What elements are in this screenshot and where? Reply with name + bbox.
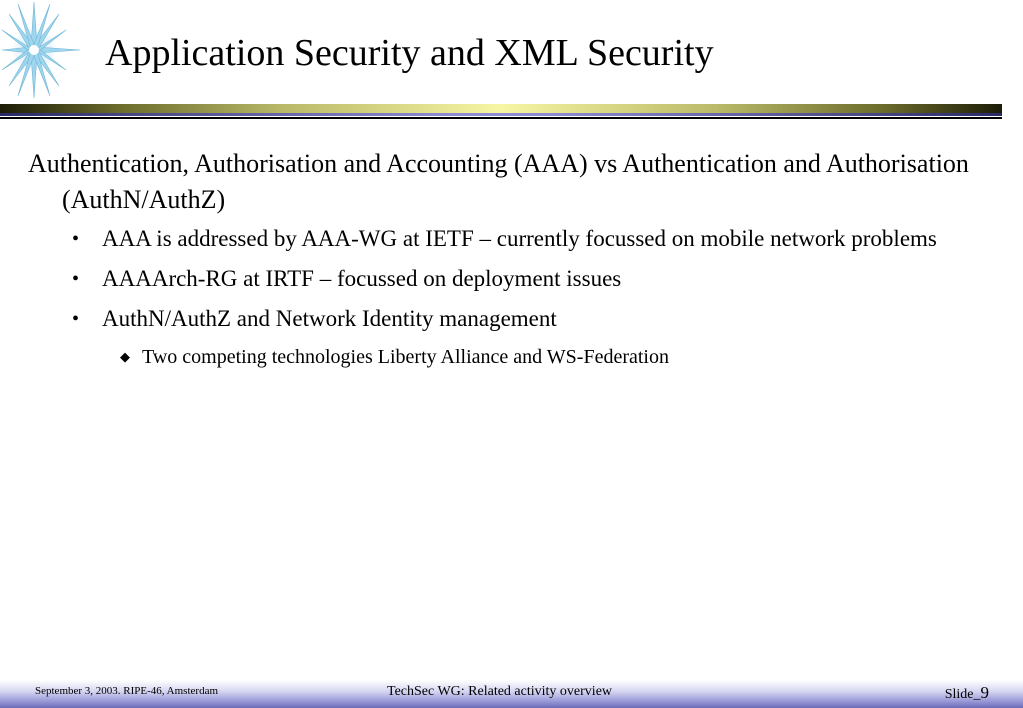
sub-bullet-item [28,343,1000,371]
slide-body [28,146,1000,371]
title-underline-bar [0,104,1002,113]
slide-number [945,683,989,703]
bullet-dot-icon: • [72,228,80,250]
slide-title: Application Security and XML Security [105,32,714,74]
bullet-dot-icon: • [72,268,80,290]
bullet-item [28,263,1000,295]
footer-date-venue: September 3, 2003. RIPE-46, Amsterdam [35,685,219,697]
bullet-item [28,303,1000,335]
slide-number-value: 9 [980,683,989,702]
bullet-text: AAA is addressed by AAA-WG at IETF – currently focussed on mobile network problems [102,226,937,251]
title-underline-black [0,117,1002,119]
bullet-item [28,223,1000,255]
footer-title: TechSec WG: Related activity overview [387,684,613,699]
star-burst-icon [0,0,82,100]
bullet-text: AAAArch-RG at IRTF – focussed on deployment issues [102,266,622,291]
bullet-dot-icon: • [72,308,80,330]
title-underline-blue [0,113,1002,116]
heading-bullet: Authentication, Authorisation and Accounting (AAA) vs Authentication and Authorisation (AuthN/AuthZ) [28,149,969,214]
slide-number-label: Slide_ [944,687,981,702]
slide-footer [0,680,1023,708]
diamond-bullet-icon: ◆ [120,349,130,364]
sub-bullet-text: Two competing technologies Liberty Alliance and WS-Federation [142,346,669,368]
bullet-text: AuthN/AuthZ and Network Identity management [102,306,557,331]
